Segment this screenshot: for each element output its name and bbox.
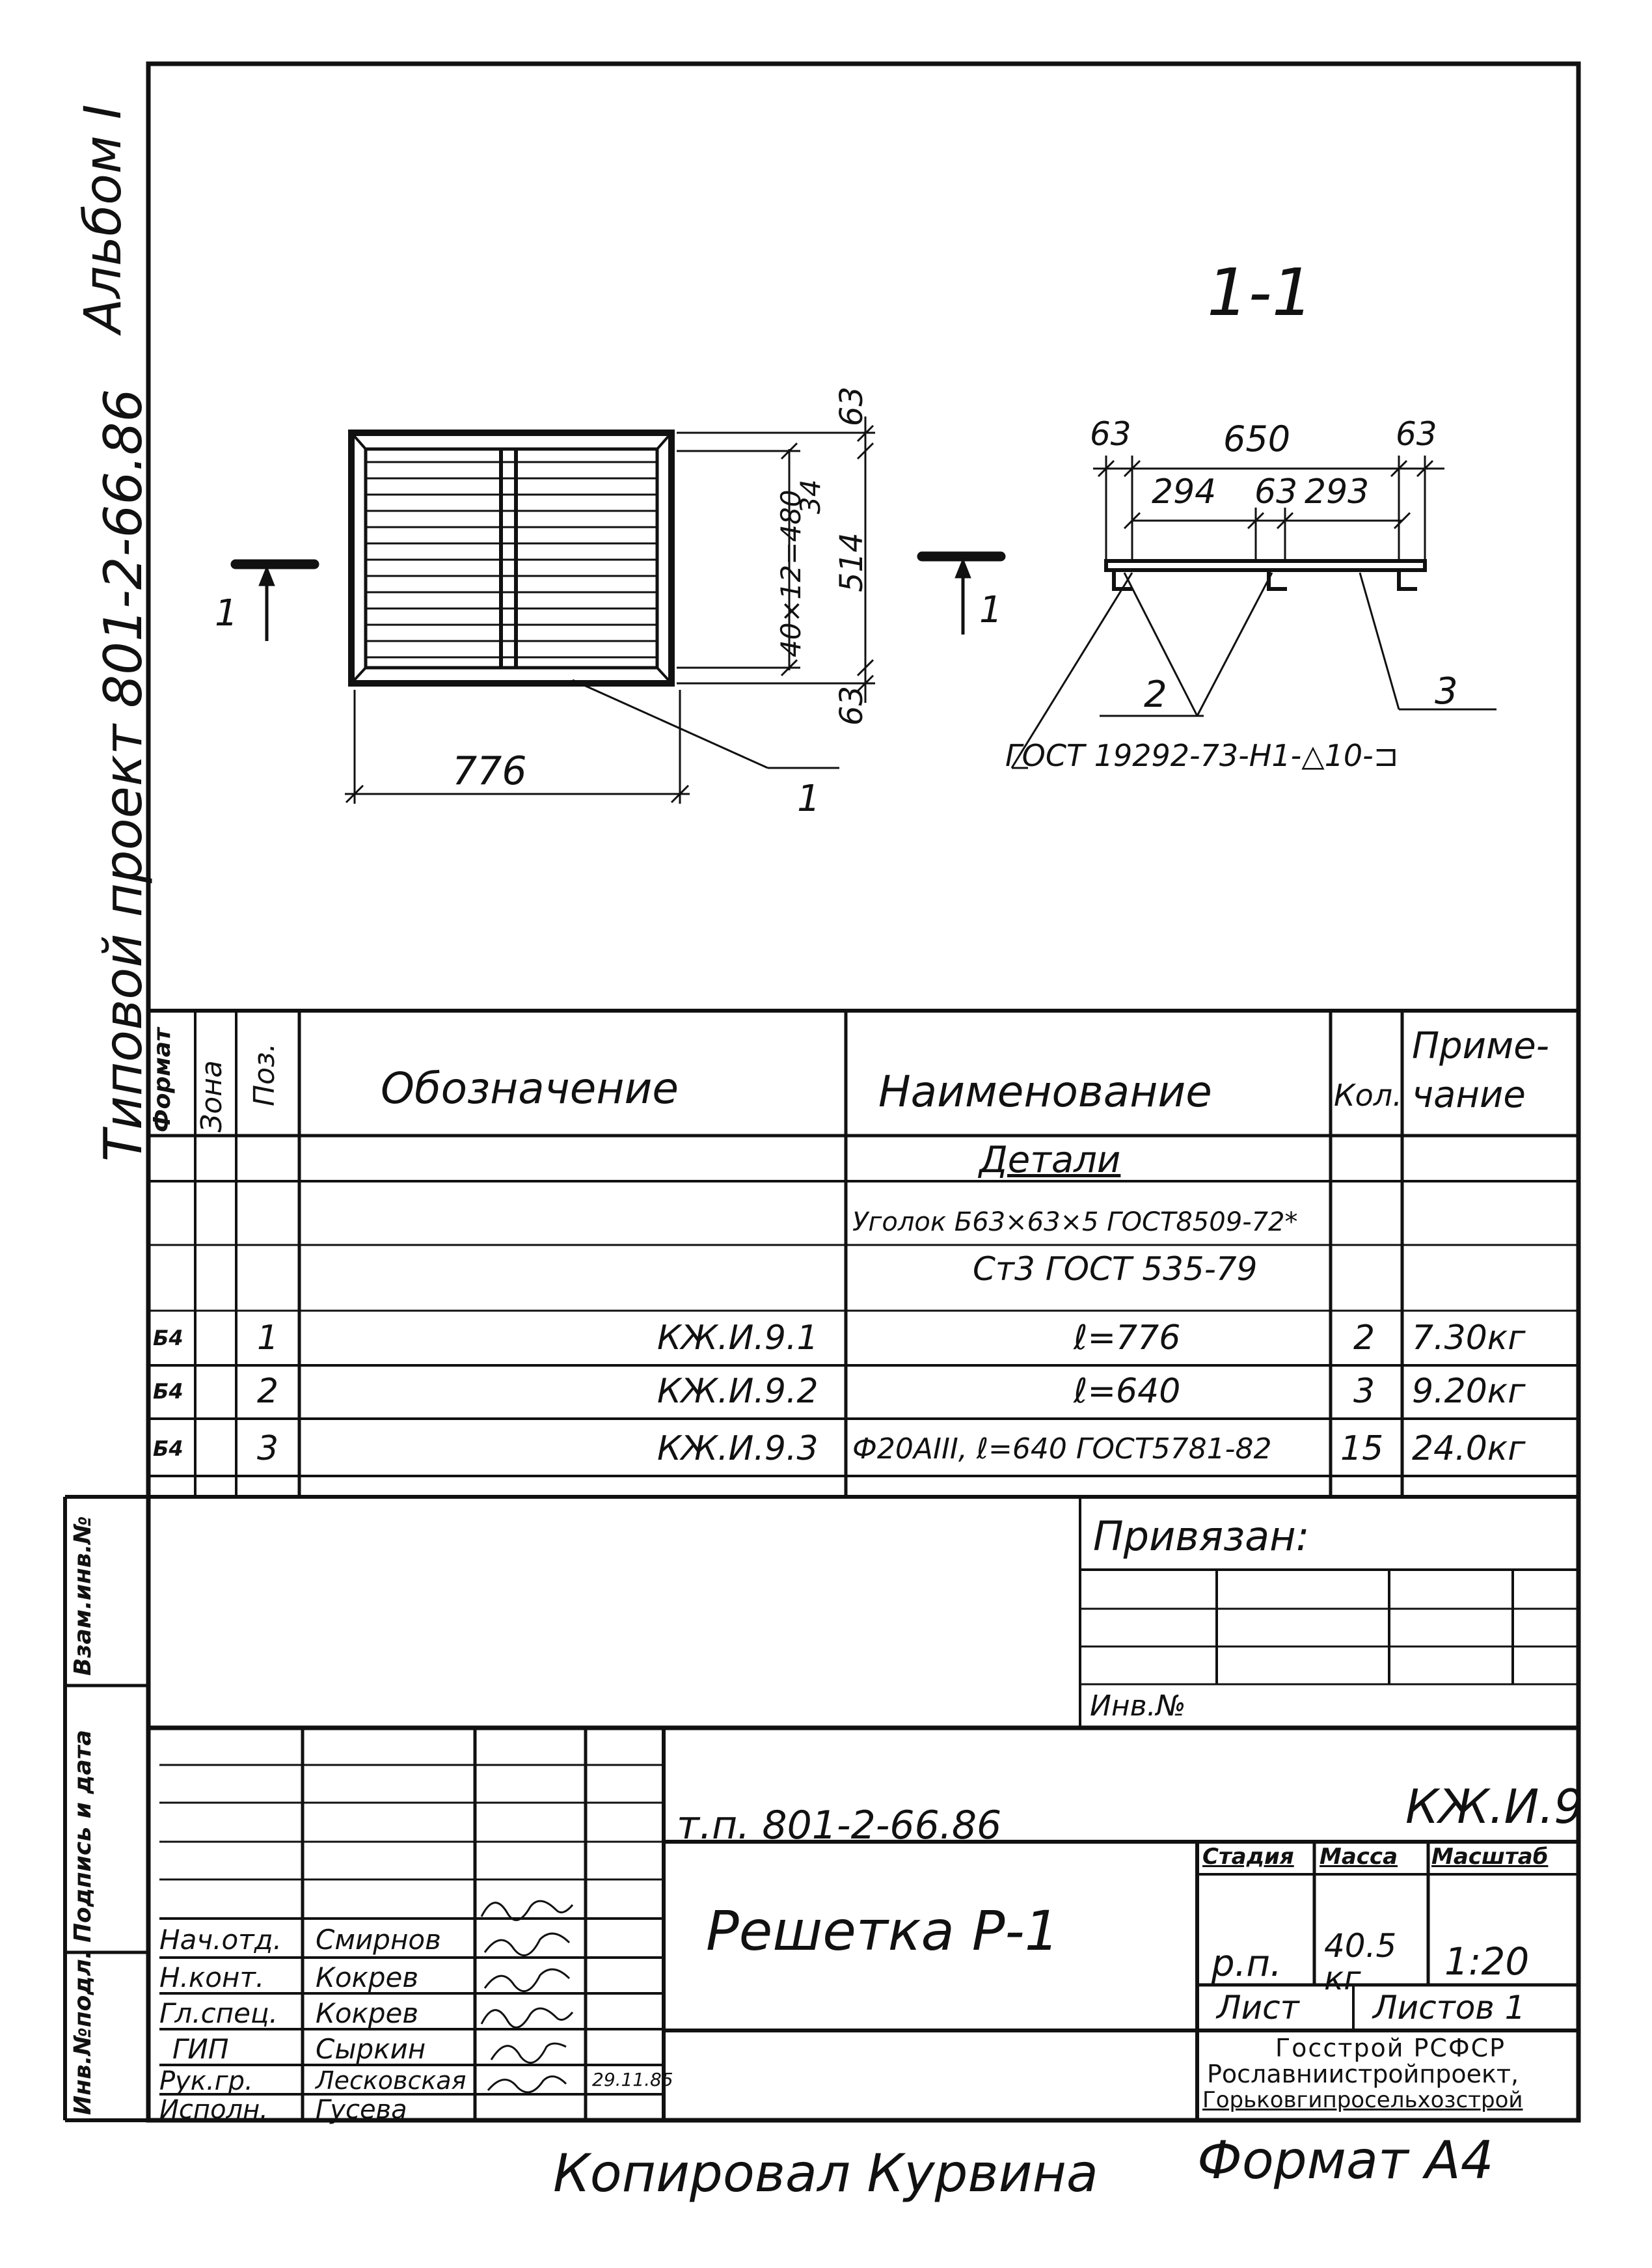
- date-5: 29.11.85: [592, 2069, 673, 2090]
- mass-label: Масса: [1320, 1844, 1398, 1870]
- callout-1: 1: [797, 778, 820, 820]
- dim-63-top: 63: [833, 386, 870, 426]
- callout-3: 3: [1435, 670, 1458, 713]
- row-3-name: Ф20АIII, ℓ=640 ГОСТ5781-82: [852, 1432, 1272, 1466]
- stage-value: р.п.: [1212, 1943, 1282, 1985]
- name-5: Лесковская: [316, 2066, 467, 2095]
- sheet-label: Лист: [1217, 1989, 1299, 2027]
- hdr-designation: Обозначение: [381, 1063, 679, 1114]
- dim-776: 776: [452, 748, 527, 794]
- signature-5: [491, 2043, 566, 2063]
- material-line-1: Уголок Б63×63×5 ГОСТ8509-72*: [852, 1207, 1298, 1237]
- row-1-qty: 2: [1353, 1318, 1375, 1358]
- side-podpis-data: Подпись и дата: [70, 1730, 96, 1943]
- row-3-pos: 3: [257, 1429, 279, 1468]
- sec-dim-650: 650: [1223, 418, 1291, 459]
- section-label: 1-1: [1207, 254, 1314, 331]
- cut-mark-left-label: 1: [215, 592, 238, 635]
- row-3-designation: КЖ.И.9.3: [657, 1429, 819, 1468]
- sec-dim-63-mid: 63: [1254, 472, 1298, 512]
- dim-63-bottom: 63: [833, 685, 870, 726]
- scale-label: Масштаб: [1431, 1844, 1549, 1870]
- sec-dim-294: 294: [1152, 472, 1217, 512]
- name-2: Кокрев: [316, 1961, 419, 1993]
- hdr-name: Наименование: [878, 1067, 1212, 1117]
- project-code: т.п. 801-2-66.86: [677, 1803, 1002, 1848]
- project-label: Типовой проект 801-2-66.86: [93, 389, 154, 1162]
- weld-note: ГОСТ 19292-73-Н1-△10-⊐: [1005, 738, 1399, 773]
- album-label: Альбом I: [74, 104, 133, 333]
- side-vzam-inv: Взам.инв.№: [70, 1516, 96, 1676]
- row-2-qty: 3: [1353, 1372, 1375, 1411]
- material-line-2: Ст3 ГОСТ 535-79: [973, 1250, 1258, 1288]
- footer-format: Формат А4: [1197, 2130, 1494, 2191]
- role-1: Нач.отд.: [159, 1924, 282, 1956]
- row-1-note: 7.30кг: [1412, 1318, 1526, 1358]
- row-2-pos: 2: [257, 1372, 279, 1411]
- row-1-pos: 1: [257, 1318, 279, 1358]
- hdr-zone: Зона: [195, 1060, 228, 1132]
- sec-dim-63-left: 63: [1090, 415, 1131, 453]
- section-title-details: Детали: [979, 1139, 1121, 1181]
- row-2-format: Б4: [153, 1379, 183, 1404]
- dim-spacing: 40×12=480: [775, 489, 807, 657]
- name-6: Гусева: [316, 2095, 407, 2125]
- row-3-note: 24.0кг: [1412, 1429, 1526, 1468]
- row-1-name: ℓ=776: [1074, 1318, 1181, 1358]
- doc-code: КЖ.И.9: [1405, 1779, 1584, 1834]
- signature-6: [488, 2077, 566, 2092]
- hdr-format: Формат: [149, 1028, 176, 1132]
- row-2-name: ℓ=640: [1074, 1372, 1181, 1411]
- name-1: Смирнов: [316, 1924, 441, 1956]
- callout-2: 2: [1144, 674, 1167, 716]
- inv-no-label: Инв.№: [1090, 1689, 1186, 1723]
- role-5: Рук.гр.: [159, 2066, 253, 2096]
- row-2-designation: КЖ.И.9.2: [657, 1372, 819, 1411]
- hdr-qty: Кол.: [1334, 1078, 1402, 1113]
- hdr-note-2: чание: [1412, 1074, 1526, 1116]
- role-6: Исполн.: [159, 2095, 268, 2125]
- sec-dim-293: 293: [1305, 472, 1370, 512]
- org-line-1: Госстрой РСФСР: [1275, 2034, 1506, 2062]
- role-3: Гл.спец.: [159, 1997, 278, 2029]
- drawing-title: Решетка Р-1: [706, 1899, 1060, 1963]
- stage-label: Стадия: [1202, 1844, 1294, 1870]
- row-2-note: 9.20кг: [1412, 1372, 1526, 1411]
- signature-4: [481, 2008, 573, 2027]
- hdr-note-1: Приме-: [1412, 1025, 1549, 1067]
- hdr-pos: Поз.: [248, 1043, 281, 1106]
- role-2: Н.конт.: [159, 1961, 265, 1993]
- dim-34: 34: [794, 479, 826, 514]
- scale-value: 1:20: [1444, 1939, 1530, 1984]
- signature-1: [481, 1901, 573, 1920]
- row-3-format: Б4: [153, 1436, 183, 1461]
- privyazan-label: Привязан:: [1093, 1512, 1310, 1560]
- dim-514: 514: [833, 532, 870, 592]
- sec-dim-63-right: 63: [1396, 415, 1437, 453]
- footer-copied: Копировал Курвина: [553, 2143, 1098, 2204]
- org-line-2: Рославниистройпроект,: [1207, 2060, 1519, 2088]
- side-inv-podl: Инв.№подл.: [70, 1950, 96, 2115]
- row-1-designation: КЖ.И.9.1: [657, 1318, 819, 1358]
- role-4: ГИП: [172, 2033, 229, 2065]
- sheets-label: Листов 1: [1373, 1989, 1526, 2027]
- row-3-qty: 15: [1340, 1429, 1384, 1468]
- row-1-format: Б4: [153, 1326, 183, 1350]
- cut-mark-right-label: 1: [979, 589, 1003, 631]
- signature-2: [485, 1933, 569, 1956]
- name-4: Сыркин: [316, 2033, 426, 2065]
- name-3: Кокрев: [316, 1997, 419, 2029]
- org-line-3: Горьковгипросельхозстрой: [1202, 2087, 1523, 2113]
- mass-value: 40.5 кг: [1324, 1927, 1397, 1997]
- signature-3: [485, 1969, 569, 1991]
